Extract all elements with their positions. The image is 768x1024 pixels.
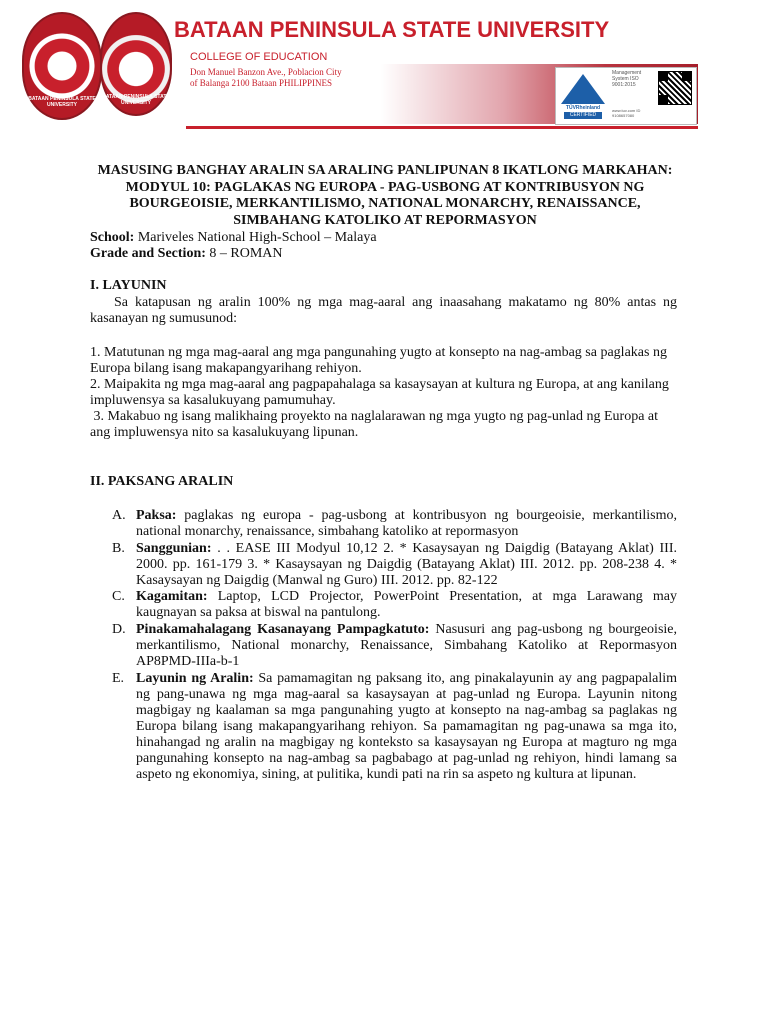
certificate-id-text: www.tuv.com ID 9108657080 [612, 108, 641, 118]
college-seal-logo [100, 12, 172, 116]
item-marker: E. [112, 671, 125, 686]
item-marker: A. [112, 508, 126, 523]
school-value: Mariveles National High-School – Malaya [134, 230, 377, 245]
address-line-2: of Balanga 2100 Bataan PHILIPPINES [190, 78, 332, 88]
school-line [90, 230, 377, 246]
school-label: School: [90, 230, 135, 245]
item-label: Paksa: [136, 508, 177, 523]
item-label: Sanggunian: [136, 541, 212, 556]
item-marker: B. [112, 541, 125, 556]
item-text: Sa pamamagitan ng paksang ito, ang pinakalayunin ay ang pagpapalalim ng pang-unawa ng mga mag-aaral sa kasaysayan at pag-unlad ng Europa. Layunin nitong magbigay ng kaalaman sa mga pangunahing yugto at konsepto na nag-ambag sa paglakas ng Europa bilang isang makapangyarihang rehiyon. Sa pamamagitan ng pag-unawa sa mga ito, hinahangad ng aralin na magbigay ng konteksto sa kasaysayan ng Europa at magturo ng mga pangunahing konsepto na nag-ambag sa pagbabago at pag-unlad ng rehiyon, hindi lamang sa aspeto ng ekonomiya, sining, at pulitika, kundi pati na rin sa aspeto ng kultura at lipunan. [136, 671, 677, 782]
objective-item: 3. Makabuo ng isang malikhaing proyekto na naglalarawan ng mga yugto ng pag-unlad ng Europa at ang impluwensya nito sa kasalukuyang lipunan. [90, 409, 662, 440]
section-heading-paksang-aralin: II. PAKSANG ARALIN [90, 474, 234, 489]
item-marker: D. [112, 622, 126, 637]
item-label: Kagamitan: [136, 589, 208, 604]
grade-value: 8 – ROMAN [205, 246, 283, 261]
section-heading-layunin: I. LAYUNIN [90, 278, 167, 293]
list-item-kagamitan [112, 589, 677, 621]
university-seal-logo [22, 12, 102, 120]
tuv-triangle-icon [561, 74, 605, 104]
item-label: Pinakamahalagang Kasanayang Pampagkatuto: [136, 622, 430, 637]
list-item-paksa [112, 508, 677, 540]
item-marker: C. [112, 589, 125, 604]
layunin-intro: Sa katapusan ng aralin 100% ng mga mag-aaral ang inaasahang makatamo ng 80% antas ng kasanayan ng sumusunod: [90, 295, 677, 326]
grade-label: Grade and Section: [90, 246, 206, 261]
college-name: COLLEGE OF EDUCATION [190, 51, 328, 63]
item-text: Nasusuri ang pag-usbong ng bourgeoisie, merkantilismo, National monarchy, Renaissance, Simbahang Katoliko at Repormasyon AP8PMD-IIIa-b-1 [136, 622, 677, 669]
item-text: . . EASE III Modyul 10,12 2. * Kasaysayan ng Daigdig (Batayang Aklat) III. 2000. pp. 161-179 3. * Kasaysayan ng Daigdig (Batayang Aklat) III. 2012. pp. 208-238 4. * Kasaysayan ng Daigdig (Manwal ng Guro) III. 2012. pp. 82-122 [136, 541, 677, 588]
grade-section-line [90, 246, 283, 262]
qr-code-icon [658, 71, 692, 105]
university-name: BATAAN PENINSULA STATE UNIVERSITY [174, 17, 610, 42]
tuv-rheinland-logo [558, 70, 608, 120]
item-text: Laptop, LCD Projector, PowerPoint Presentation, at mga Larawang may kaugnayan sa paksa at biswal na pantulong. [136, 589, 677, 620]
certified-badge: CERTIFIED [564, 112, 602, 119]
address-line-1: Don Manuel Banzon Ave., Poblacion City [190, 67, 342, 77]
item-label: Layunin ng Aralin: [136, 671, 254, 686]
list-item-sanggunian [112, 541, 677, 589]
management-system-text: Management System ISO 9001:2015 [612, 70, 642, 88]
objective-item: 2. Maipakita ng mga mag-aaral ang pagpapahalaga sa kasaysayan at kultura ng Europa, at ang kanilang impluwensya sa kasalukuyang pamumuhay. [90, 377, 669, 408]
list-item-kasanayan [112, 622, 677, 670]
tuv-label: TÜVRheinland [565, 105, 601, 111]
item-text: paglakas ng europa - pag-usbong at kontribusyon ng bourgeoisie, merkantilismo, national monarchy, renaissance, simbahang katoliko at repormasyon [136, 508, 677, 539]
header-divider [186, 126, 698, 129]
iso-certification-box [555, 67, 697, 125]
seal-right-text: BATAAN PENINSULA STATE UNIVERSITY [102, 94, 170, 106]
document-title: MASUSING BANGHAY ARALIN SA ARALING PANLIPUNAN 8 IKATLONG MARKAHAN: MODYUL 10: PAGLAKAS NG EUROPA - PAG-USBONG AT KONTRIBUSYON NG BOURGEOISIE, MERKANTILISMO, NATIONAL MONARCHY, RENAISSANCE, SIMBAHANG KATOLIKO AT REPORMASYON [97, 163, 673, 228]
objective-item: 1. Matutunan ng mga mag-aaral ang mga pangunahing yugto at konsepto na nag-ambag sa paglakas ng Europa bilang isang makapangyarihang rehiyon. [90, 345, 667, 376]
list-item-layunin-ng-aralin [112, 671, 677, 783]
seal-left-text: BATAAN PENINSULA STATE UNIVERSITY [28, 96, 96, 108]
